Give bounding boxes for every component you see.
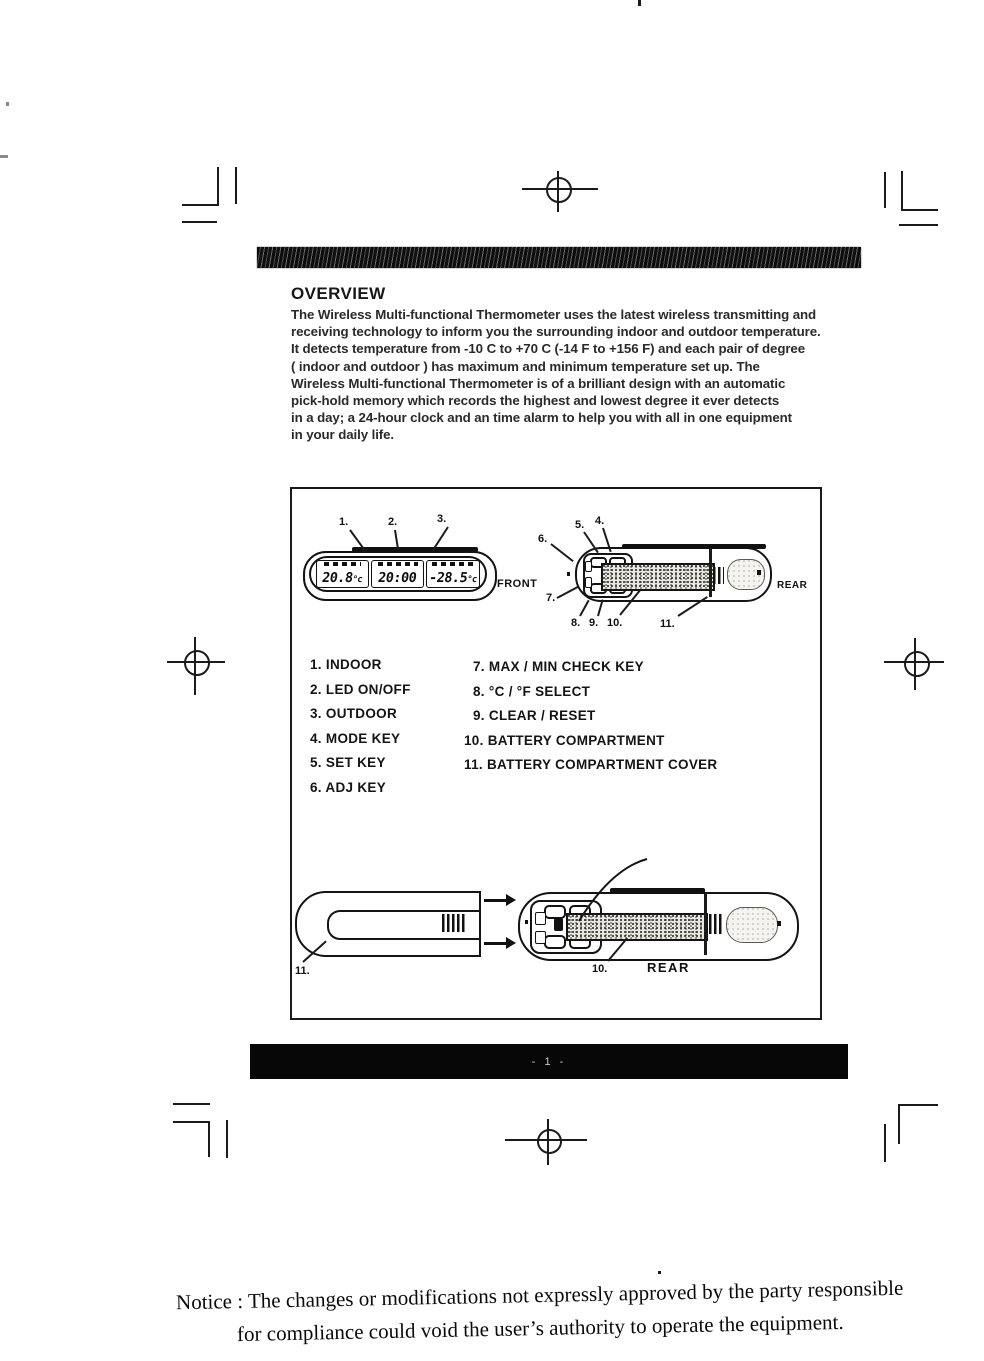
battery-cover-outline [726, 907, 778, 943]
scan-speck [658, 1271, 661, 1274]
parts-list-right-column [464, 660, 717, 772]
fcc-notice [103, 1270, 976, 1353]
callout-1: 1. [339, 516, 349, 528]
parts-list-left-column [310, 658, 411, 795]
front-top-edge [352, 547, 478, 552]
set-key-button [544, 905, 566, 919]
part-item: 2. LED ON/OFF [310, 681, 411, 697]
callout-3: 3. [437, 513, 447, 525]
notice-line-2: for compliance could void the user’s authority to operate the equipment. [236, 1309, 844, 1347]
bottom-rear-caption: REAR [647, 960, 690, 975]
adj-key-button [535, 912, 546, 925]
callout-10: 10. [607, 617, 623, 629]
adj-key-button [585, 561, 592, 572]
vent-grille-icon [709, 914, 723, 934]
callout-11-bottom: 11. [295, 965, 310, 977]
scan-speck [638, 0, 641, 6]
cover-divider-line [704, 893, 707, 955]
part-item: 7. MAX / MIN CHECK KEY [473, 659, 644, 674]
notice-line-1: Notice : The changes or modifications not expressly approved by the party responsible [175, 1275, 904, 1315]
overview-heading: OVERVIEW [291, 284, 386, 303]
c-f-select-button [544, 935, 566, 949]
bell-icon [378, 562, 418, 566]
callout-10-bottom: 10. [592, 963, 608, 975]
speaker-port [554, 918, 563, 931]
callout-6: 6. [538, 533, 548, 545]
lcd-display [309, 556, 487, 592]
cover-divider-line [709, 549, 712, 597]
lcd-outdoor-cell [426, 560, 480, 588]
rear-caption: REAR [777, 580, 808, 591]
lcd-indicator-icon [324, 562, 361, 566]
part-item: 4. MODE KEY [310, 730, 401, 746]
footer-bar [250, 1044, 848, 1079]
part-item: 10. BATTERY COMPARTMENT [464, 732, 665, 748]
part-item: 8. °C / °F SELECT [473, 683, 591, 699]
overview-paragraph: The Wireless Multi-functional Thermometer uses the latest wireless transmitting and receiving technology to inform you the surrounding indoor and outdoor temperature. It detects temperature from -10 C to +70 C (-14 F to +156 F) and each pair of degree ( indoor and outdoor ) has maximum and minimum temperature set up. The Wireless Multi-functional Thermometer is of a brilliant design with an automatic pick-hold memory which records the highest and lowest degree it ever detects in a day; a 24-hour clock and an time alarm to help you with all in one equipment in your daily life. [291, 307, 821, 443]
callout-5: 5. [575, 519, 585, 531]
callout-2: 2. [388, 516, 398, 528]
max-min-check-key-button [585, 577, 592, 588]
callout-8: 8. [571, 617, 581, 629]
cover-latch [777, 921, 781, 926]
part-item: 3. OUTDOOR [310, 706, 398, 721]
indoor-temperature-readout: 20.8°c [321, 570, 364, 586]
outdoor-temperature-readout: -28.5°c [427, 570, 478, 586]
callout-9: 9. [589, 617, 599, 629]
scan-speck [0, 155, 8, 158]
vent-grille-icon [442, 914, 466, 932]
side-stud [567, 572, 570, 576]
halftone-header-bar [257, 247, 861, 268]
lcd-indicator-icon [432, 562, 474, 566]
side-stud [525, 920, 528, 924]
lcd-indoor-cell [316, 560, 369, 588]
part-item: 9. CLEAR / RESET [473, 708, 596, 723]
callout-4: 4. [595, 515, 605, 527]
page-number: - 1 - [531, 1055, 567, 1068]
vent-grille-icon [713, 567, 724, 584]
part-item: 6. ADJ KEY [310, 779, 387, 795]
max-min-check-key-button [535, 931, 546, 944]
curved-leader-line [565, 853, 655, 925]
part-item: 1. INDOOR [310, 657, 382, 672]
lcd-clock-cell [371, 560, 424, 588]
clock-readout: 20:00 [377, 570, 418, 586]
callout-11: 11. [660, 618, 675, 630]
part-item: 11. BATTERY COMPARTMENT COVER [464, 757, 718, 772]
front-caption: FRONT [497, 578, 538, 590]
callout-7: 7. [546, 592, 556, 604]
part-item: 5. SET KEY [310, 755, 386, 770]
rear-top-edge [622, 544, 766, 549]
battery-compartment [601, 563, 715, 591]
scan-speck [6, 102, 9, 106]
cover-latch [757, 570, 761, 575]
